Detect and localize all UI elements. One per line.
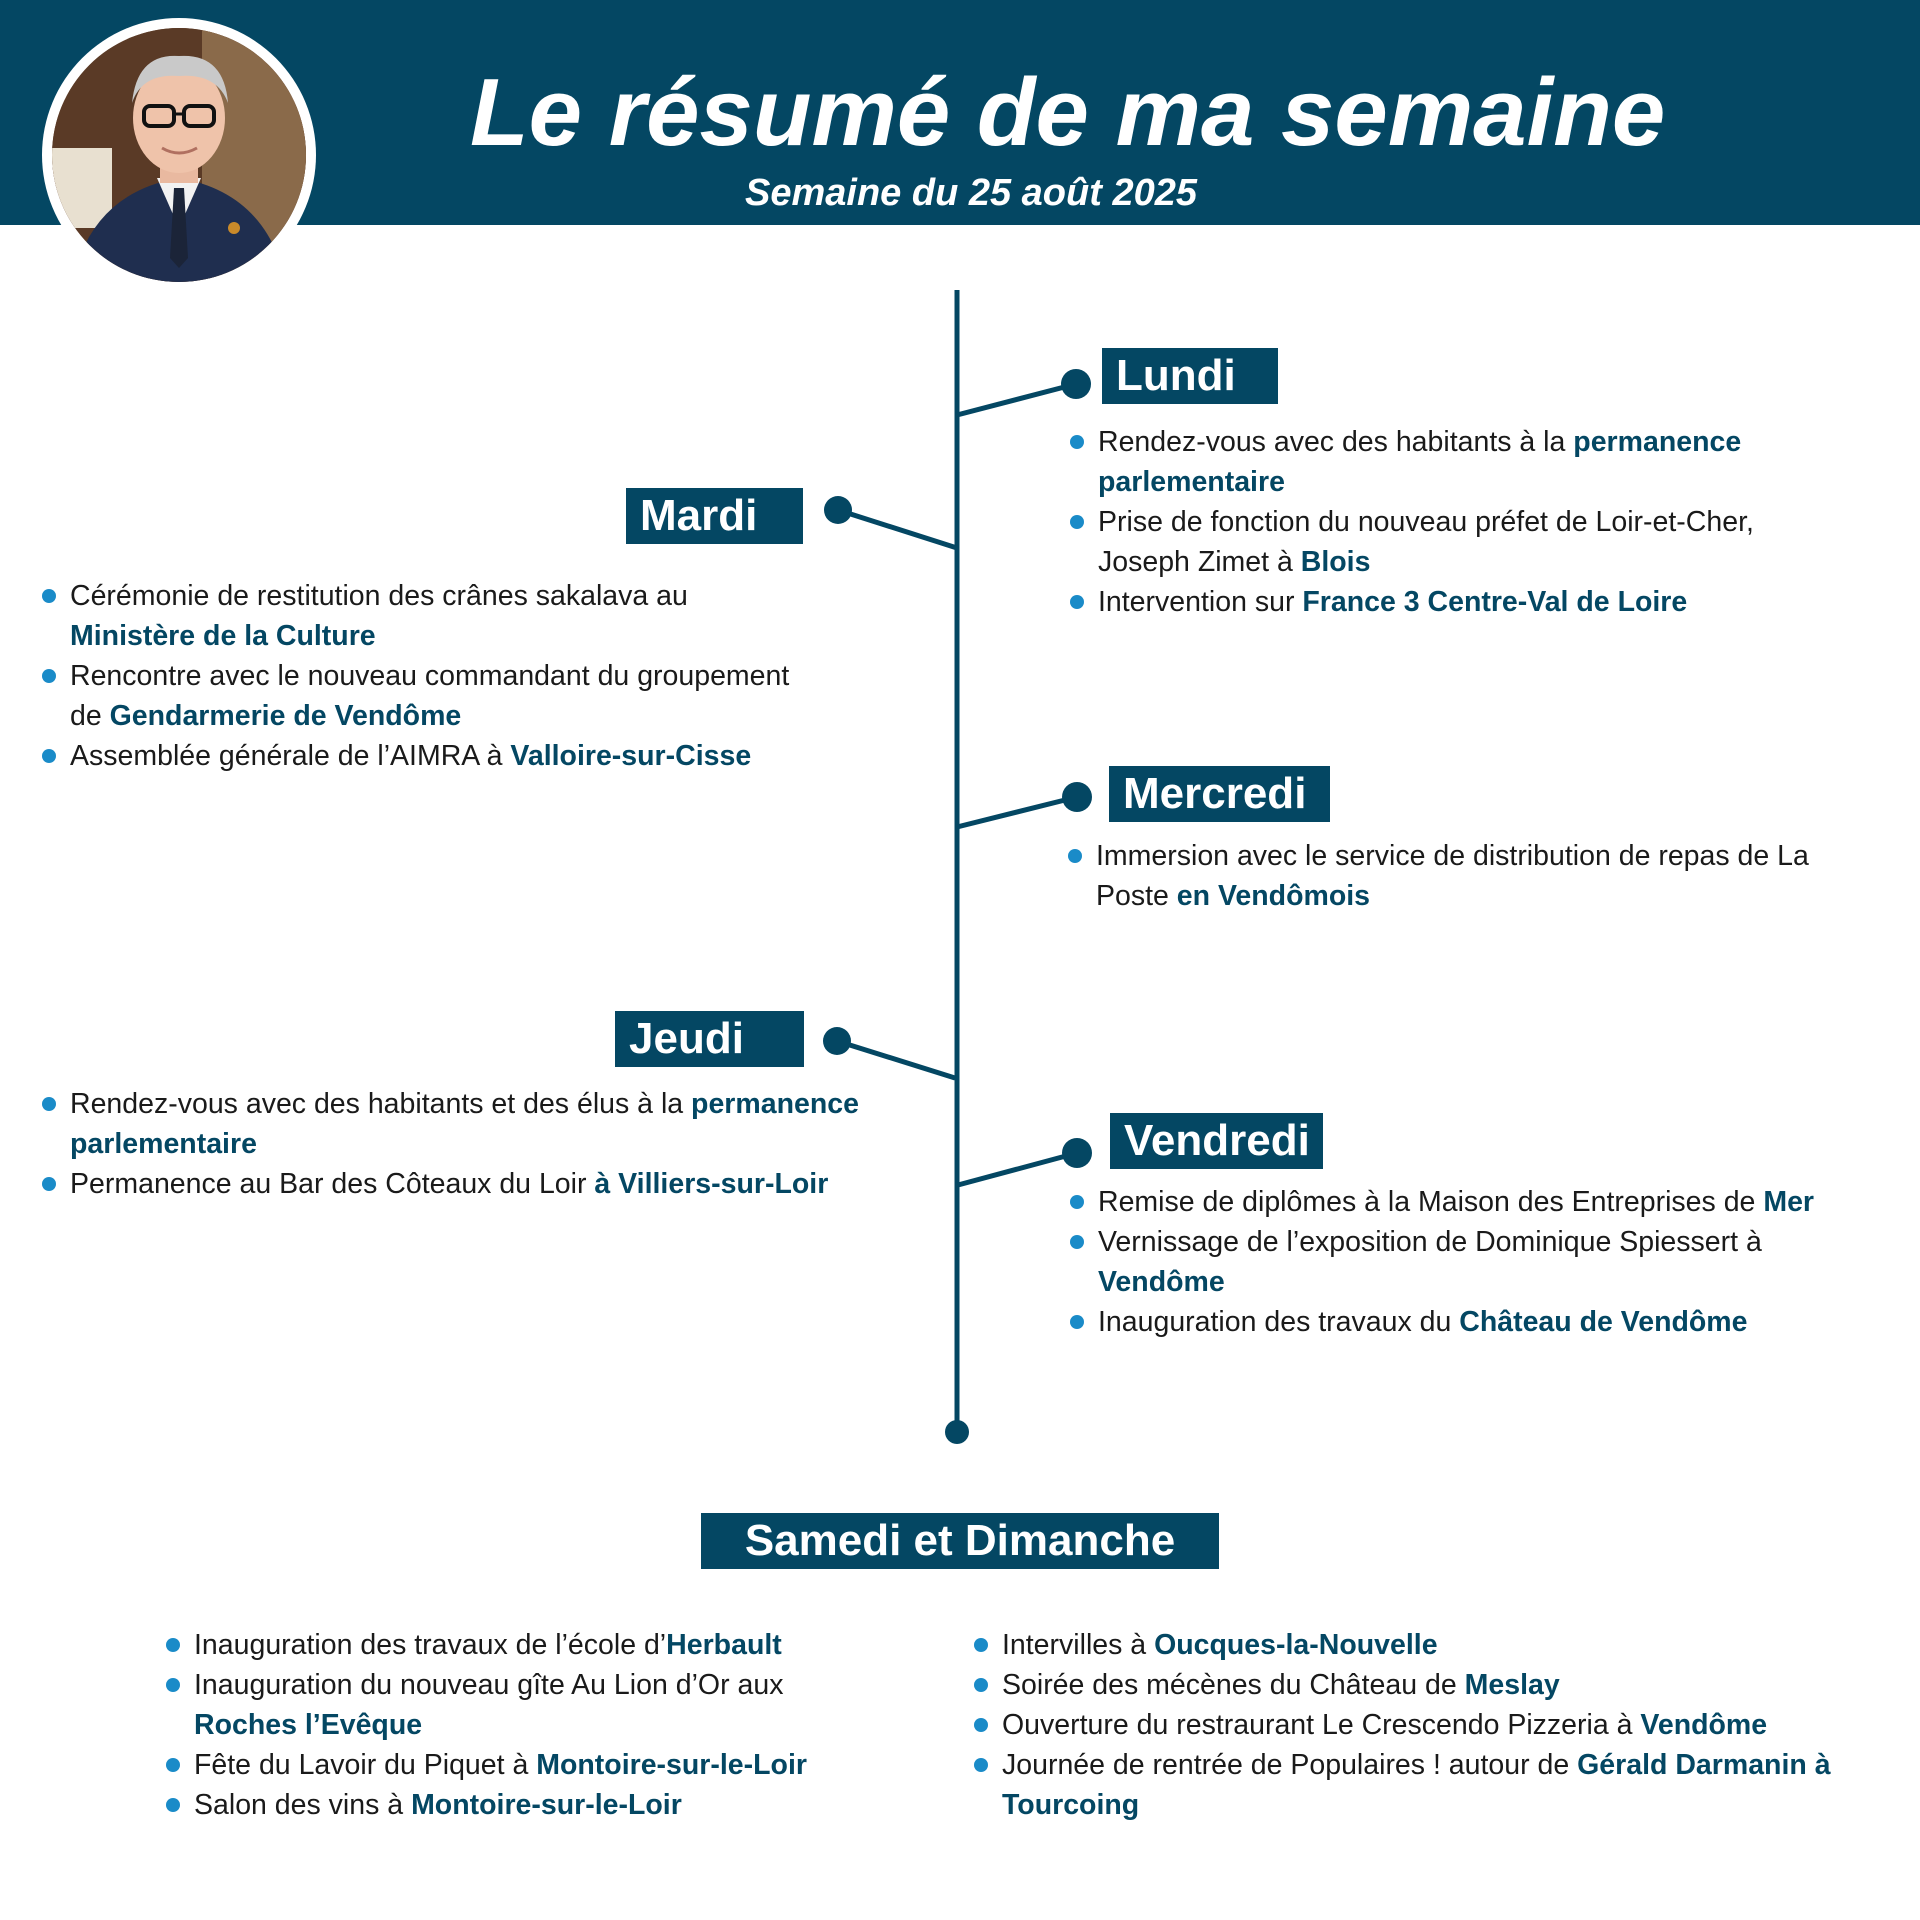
list-item: Intervilles à Oucques-la-Nouvelle <box>974 1625 1874 1665</box>
weekend-right-list <box>974 1625 1874 1825</box>
list-item: Rendez-vous avec des habitants et des élus à la permanence parlementaire <box>42 1084 902 1164</box>
connector-lundi <box>957 384 1076 415</box>
connector-jeudi <box>837 1041 955 1078</box>
list-item: Salon des vins à Montoire-sur-le-Loir <box>166 1785 886 1825</box>
weekend-label: Samedi et Dimanche <box>701 1513 1219 1569</box>
list-item: Inauguration des travaux de l’école d’Herbault <box>166 1625 886 1665</box>
day-label-mercredi: Mercredi <box>1109 766 1330 822</box>
dot-mardi <box>824 496 852 524</box>
mardi-list <box>42 576 802 776</box>
weekend-left-list <box>166 1625 886 1825</box>
list-item: Rencontre avec le nouveau commandant du groupement de Gendarmerie de Vendôme <box>42 656 802 736</box>
connector-mardi <box>838 510 957 548</box>
dot-lundi <box>1061 369 1091 399</box>
list-item: Inauguration des travaux du Château de Vendôme <box>1070 1302 1880 1342</box>
page-title: Le résumé de ma semaine <box>470 59 1666 166</box>
list-item: Soirée des mécènes du Château de Meslay <box>974 1665 1874 1705</box>
list-item: Remise de diplômes à la Maison des Entreprises de Mer <box>1070 1182 1880 1222</box>
list-item: Fête du Lavoir du Piquet à Montoire-sur-le-Loir <box>166 1745 886 1785</box>
list-item: Permanence au Bar des Côteaux du Loir à Villiers-sur-Loir <box>42 1164 902 1204</box>
jeudi-list <box>42 1084 902 1204</box>
list-item: Ouverture du restraurant Le Crescendo Pizzeria à Vendôme <box>974 1705 1874 1745</box>
vendredi-list <box>1070 1182 1880 1342</box>
connector-mercredi <box>957 797 1077 827</box>
day-label-jeudi: Jeudi <box>615 1011 804 1067</box>
list-item: Assemblée générale de l’AIMRA à Valloire-sur-Cisse <box>42 736 802 776</box>
list-item: Journée de rentrée de Populaires ! autour de Gérald Darmanin à Tourcoing <box>974 1745 1874 1825</box>
list-item: Vernissage de l’exposition de Dominique Spiessert à Vendôme <box>1070 1222 1880 1302</box>
list-item: Intervention sur France 3 Centre-Val de Loire <box>1070 582 1840 622</box>
dot-vendredi <box>1062 1138 1092 1168</box>
lundi-list <box>1070 422 1840 622</box>
mercredi-list <box>1068 836 1868 916</box>
list-item: Cérémonie de restitution des crânes sakalava au Ministère de la Culture <box>42 576 802 656</box>
list-item: Prise de fonction du nouveau préfet de Loir-et-Cher, Joseph Zimet à Blois <box>1070 502 1840 582</box>
day-label-vendredi: Vendredi <box>1110 1113 1323 1169</box>
page-subtitle: Semaine du 25 août 2025 <box>745 172 1197 214</box>
connector-vendredi <box>958 1153 1077 1185</box>
timeline-end-dot <box>945 1420 969 1444</box>
day-label-mardi: Mardi <box>626 488 803 544</box>
dot-mercredi <box>1062 782 1092 812</box>
list-item: Immersion avec le service de distribution de repas de La Poste en Vendômois <box>1068 836 1868 916</box>
list-item: Rendez-vous avec des habitants à la permanence parlementaire <box>1070 422 1840 502</box>
dot-jeudi <box>823 1027 851 1055</box>
list-item: Inauguration du nouveau gîte Au Lion d’Or aux Roches l’Evêque <box>166 1665 886 1745</box>
day-label-lundi: Lundi <box>1102 348 1278 404</box>
